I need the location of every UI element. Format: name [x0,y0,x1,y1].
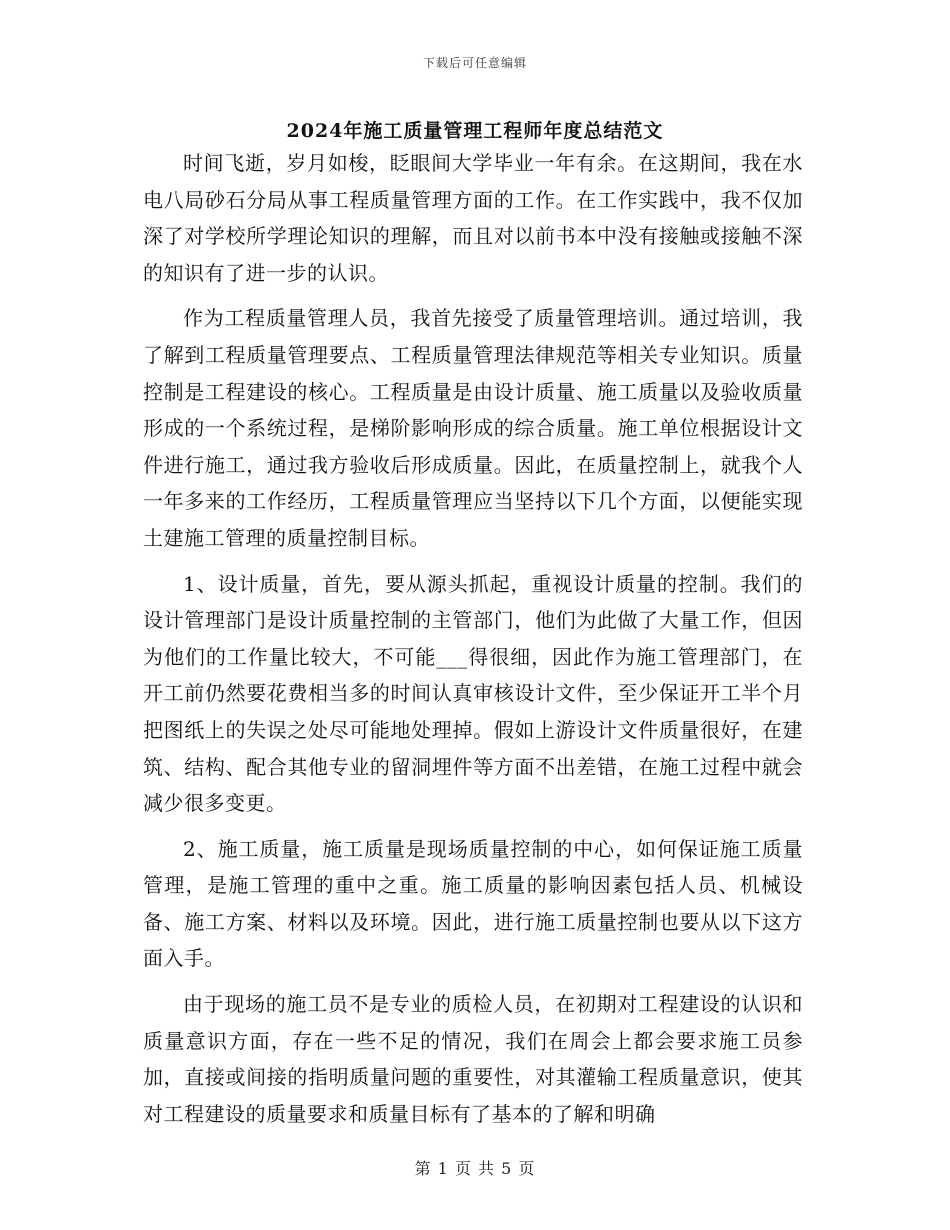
paragraph: 由于现场的施工员不是专业的质检人员，在初期对工程建设的认识和质量意识方面，存在一些不足的情况，我们在周会上都会要求施工员参加，直接或间接的指明质量问题的重要性，对其灌输工程质量意识，使其对工程建设的质量要求和质量目标有了基本的了解和明确 [143,992,803,1126]
page-header: 下载后可任意编辑 [422,56,527,70]
paragraph: 1、设计质量，首先，要从源头抓起，重视设计质量的控制。我们的设计管理部门是设计质量控制的主管部门，他们为此做了大量工作，但因为他们的工作量比较大，不可能___得很细，因此作为施工管理部门，在开工前仍然要花费相当多的时间认真审核设计文件，至少保证开工半个月把图纸上的失误之处尽可能地处理掉。假如上游设计文件质量很好，在建筑、结构、配合其他专业的留洞埋件等方面不出差错，在施工过程中就会减少很多变更。 [143,571,803,816]
paragraph: 作为工程质量管理人员，我首先接受了质量管理培训。通过培训，我了解到工程质量管理要点、工程质量管理法律规范等相关专业知识。质量控制是工程建设的核心。工程质量是由设计质量、施工质量以及验收质量形成的一个系统过程，是梯阶影响形成的综合质量。施工单位根据设计文件进行施工，通过我方验收后形成质量。因此，在质量控制上，就我个人一年多来的工作经历，工程质量管理应当坚持以下几个方面，以便能实现土建施工管理的质量控制目标。 [143,306,803,550]
paragraph: 时间飞逝，岁月如梭，眨眼间大学毕业一年有余。在这期间，我在水电八局砂石分局从事工程质量管理方面的工作。在工作实践中，我不仅加深了对学校所学理论知识的理解，而且对以前书本中没有接触或接触不深的知识有了进一步的认识。 [143,151,803,285]
document-body [143,145,803,1132]
document-title: 2024年施工质量管理工程师年度总结范文 [286,120,664,142]
paragraph: 2、施工质量，施工质量是现场质量控制的中心，如何保证施工质量管理，是施工管理的重中之重。施工质量的影响因素包括人员、机械设备、施工方案、材料以及环境。因此，进行施工质量控制也要从以下这方面入手。 [143,836,803,971]
page-number: 第 1 页 共 5 页 [414,1159,536,1178]
